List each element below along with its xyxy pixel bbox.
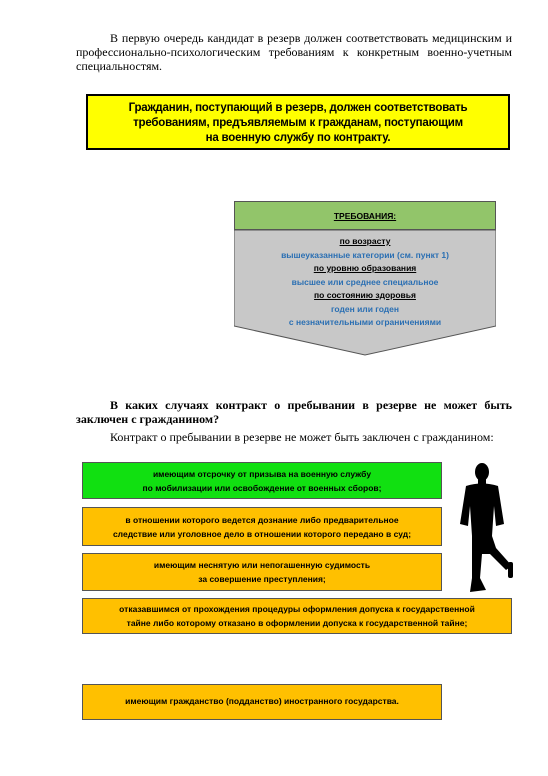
- notice-line: на военную службу по контракту.: [205, 132, 391, 144]
- notice-box: [86, 94, 510, 150]
- condition-line: в отношении которого ведется дознание либо предварительное: [125, 515, 399, 525]
- intro-paragraph: [76, 31, 512, 73]
- condition-line: имеющим гражданство (подданство) иностранного государства.: [125, 696, 399, 706]
- requirement-value-age: вышеуказанные категории (см. пункт 1): [281, 249, 449, 260]
- condition-box: [82, 553, 442, 591]
- requirements-list: [234, 235, 496, 330]
- question-heading-text: В каких случаях контракт о пребывании в резерве не может быть заключен с гражданином?: [76, 398, 512, 426]
- requirement-value-health: годен или годен: [330, 303, 400, 314]
- condition-line: тайне либо которому отказано в оформлении допуска к государственной тайне;: [126, 618, 468, 628]
- requirement-title-health: по состоянию здоровья: [314, 290, 416, 300]
- requirement-value-education: высшее или среднее специальное: [291, 276, 439, 287]
- question-text: Контракт о пребывании в резерве не может быть заключен с гражданином:: [110, 430, 494, 444]
- notice-line: требованиям, предъявляемым к гражданам, поступающим: [133, 117, 463, 129]
- question-heading: [76, 398, 512, 426]
- requirement-title-age: по возрасту: [339, 236, 391, 246]
- requirements-panel: [234, 230, 496, 356]
- requirement-title-education: по уровню образования: [313, 263, 417, 273]
- notice-line: Гражданин, поступающий в резерв, должен соответствовать: [128, 102, 468, 114]
- condition-line: за совершение преступления;: [198, 574, 326, 584]
- condition-line: отказавшимся от прохождения процедуры оформления допуска к государственной: [119, 604, 475, 614]
- condition-line: по мобилизации или освобождение от военных сборов;: [142, 483, 382, 493]
- requirements-header: [234, 201, 496, 230]
- businessman-silhouette-icon: [452, 462, 514, 598]
- question-paragraph: [76, 430, 512, 444]
- condition-line: имеющим неснятую или непогашенную судимость: [153, 560, 371, 570]
- requirement-value-health: с незначительными ограничениями: [288, 317, 442, 327]
- condition-box: [82, 598, 512, 634]
- condition-box: [82, 684, 442, 720]
- condition-box: [82, 462, 442, 499]
- condition-box: [82, 507, 442, 546]
- intro-text: В первую очередь кандидат в резерв должен соответствовать медицинским и профессионально-психологическим требованиям к конкретным военно-учетным специальностям.: [76, 31, 512, 73]
- condition-line: имеющим отсрочку от призыва на военную службу: [152, 469, 372, 479]
- requirements-header-label: ТРЕБОВАНИЯ:: [333, 211, 397, 221]
- condition-line: следствие или уголовное дело в отношении которого передано в суд;: [112, 529, 412, 539]
